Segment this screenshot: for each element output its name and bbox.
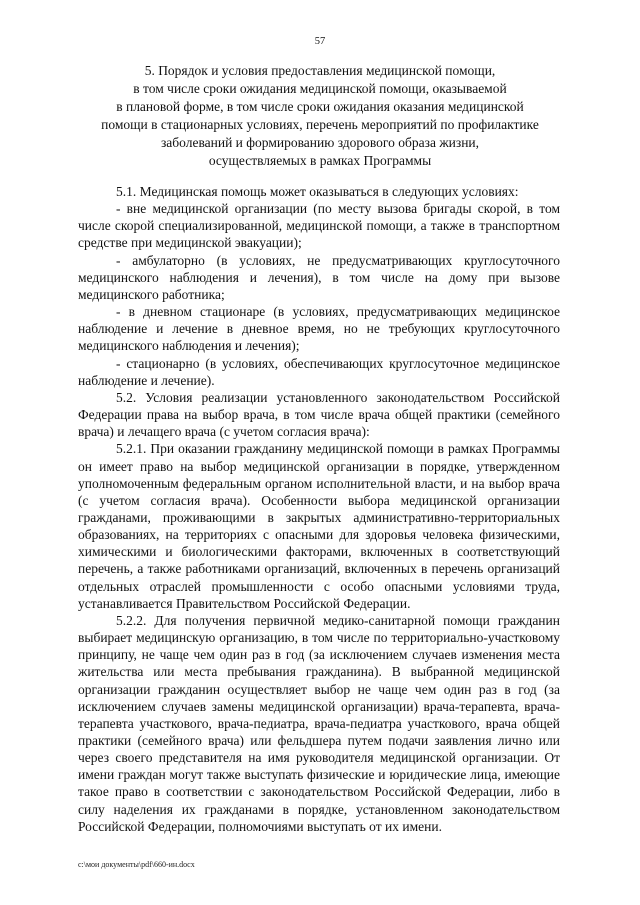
list-item-outside-organization: - вне медицинской организации (по месту вызова бригады скорой, в том числе скорой специализированной, медицинской помощи, а также в транспортном средстве при медицинской эвакуации); [78, 201, 560, 251]
heading-line: помощи в стационарных условиях, перечень мероприятий по профилактике [101, 117, 539, 132]
list-item-outpatient: - амбулаторно (в условиях, не предусматривающих круглосуточного медицинского наблюдения и лечения), в том числе на дому при вызове медицинского работника; [78, 252, 560, 302]
paragraph-5-2-1: 5.2.1. При оказании гражданину медицинской помощи в рамках Программы он имеет право на выбор медицинской организации в порядке, утвержденном уполномоченным федеральным органом исполнительной власти, и на выбор врача (с учетом согласия врача). Особенности выбора медицинской организации гражданами, проживающими в закрытых административно-территориальных образованиях, на территориях с опасными для здоровья человека физическими, химическими и биологическими факторами, включенных в соответствующий перечень, а также работниками организаций, включенных в перечень организаций отдельных отраслей промышленности с особо опасными условиями труда, устанавливается Правительством Российской Федерации. [78, 441, 560, 611]
paragraph-5-2-2: 5.2.2. Для получения первичной медико-санитарной помощи гражданин выбирает медицинскую организацию, в том числе по территориально-участковому принципу, не чаще чем один раз в год (за исключением случаев изменения места жительства или места пребывания гражданина). В выбранной медицинской организации гражданин осуществляет выбор не чаще чем один раз в год (за исключением случаев замены медицинской организации) врача-терапевта, врача-терапевта участкового, врача-педиатра, врача-педиатра участкового, врача общей практики (семейного врача) или фельдшера путем подачи заявления лично или через своего представителя на имя руководителя медицинской организации. От имени граждан могут также выступать физические и юридические лица, имеющие такое право в соответствии с законодательством Российской Федерации, либо в силу наделения их гражданами в порядке, установленном законодательством Российской Федерации, полномочиями выступать от их имени. [78, 612, 560, 834]
heading-line: заболеваний и формированию здорового образа жизни, [160, 135, 480, 150]
document-body [78, 183, 560, 835]
heading-line: в плановой форме, в том числе сроки ожидания оказания медицинской [116, 99, 524, 114]
heading-line: осуществляемых в рамках Программы [208, 153, 432, 168]
heading-line: 5. Порядок и условия предоставления медицинской помощи, [144, 63, 496, 78]
page-number: 57 [314, 36, 326, 47]
section-heading [80, 62, 560, 170]
footer-file-path: c:\мои документы\pdf\660-ин.docx [78, 860, 195, 869]
list-item-day-hospital: - в дневном стационаре (в условиях, предусматривающих медицинское наблюдение и лечение в дневное время, но не требующих круглосуточного медицинского наблюдения и лечения); [78, 304, 560, 354]
paragraph-5-1: 5.1. Медицинская помощь может оказываться в следующих условиях: [116, 184, 519, 199]
paragraph-5-2: 5.2. Условия реализации установленного законодательством Российской Федерации права на выбор врача, в том числе врача общей практики (семейного врача) и лечащего врача (с учетом согласия врача): [78, 389, 560, 440]
list-item-inpatient: - стационарно (в условиях, обеспечивающих круглосуточное медицинское наблюдение и лечение). [78, 355, 560, 388]
heading-line: в том числе сроки ожидания медицинской помощи, оказываемой [133, 81, 507, 96]
